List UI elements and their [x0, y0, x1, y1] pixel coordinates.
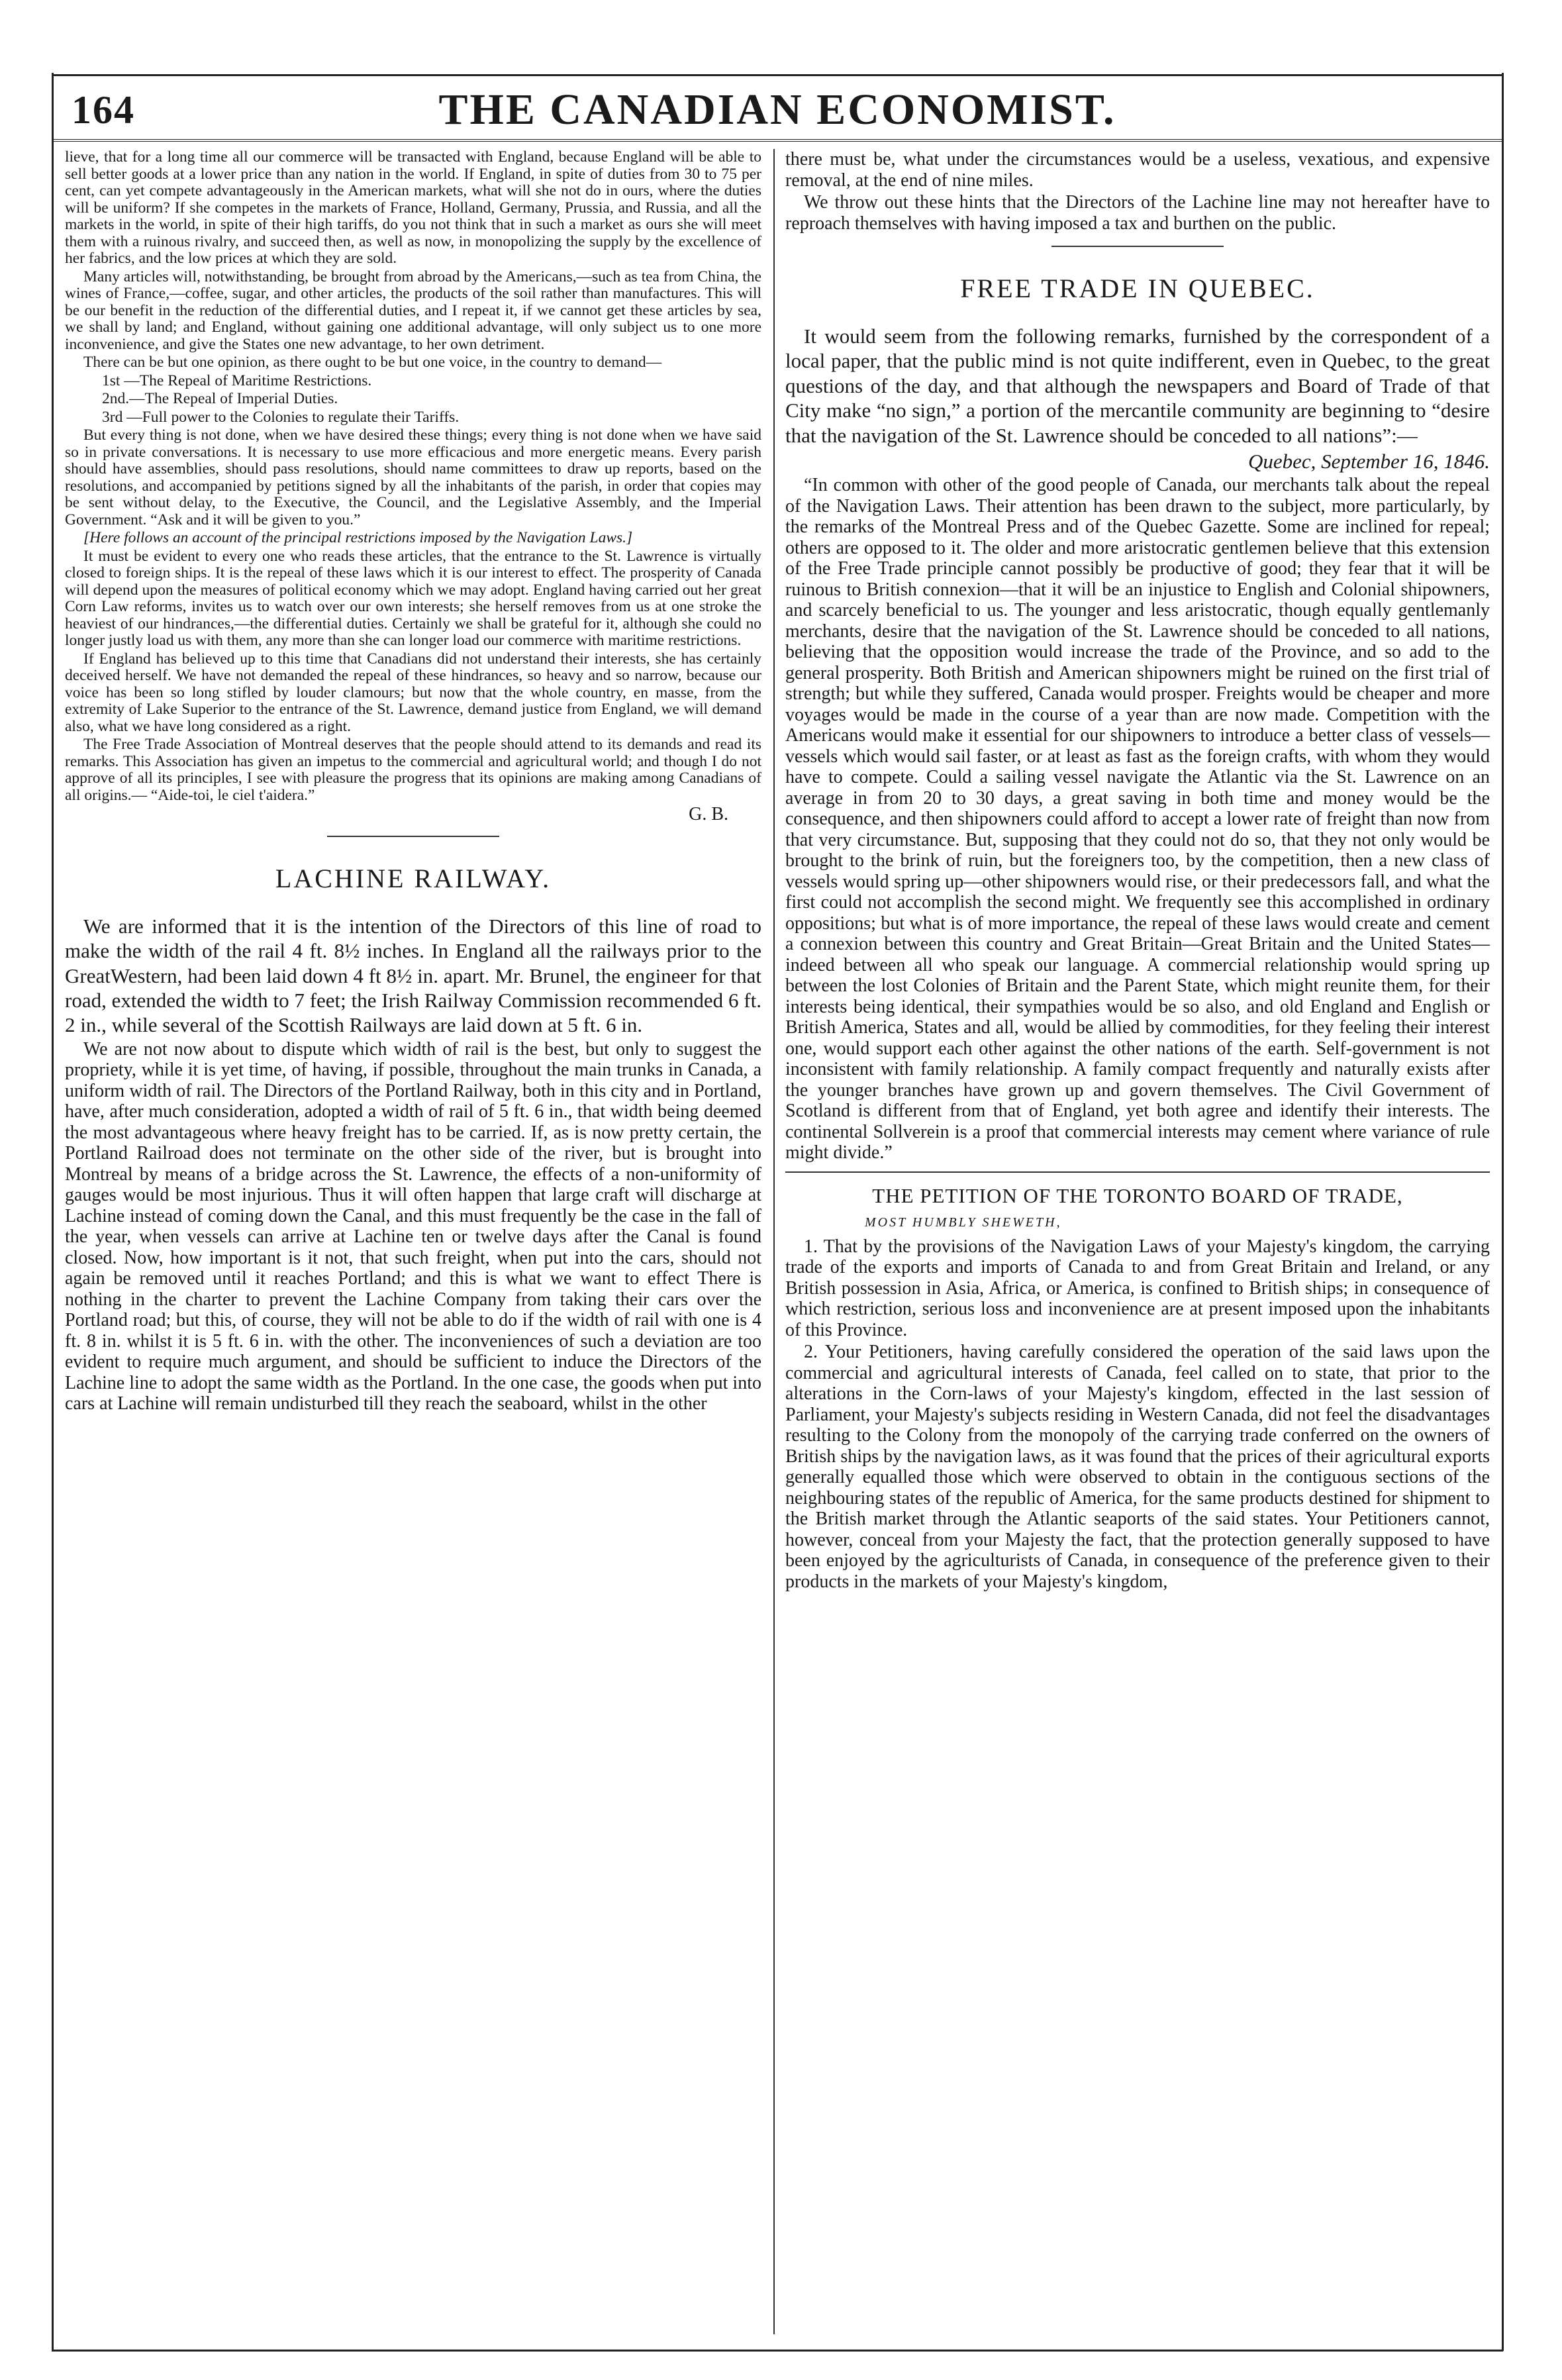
lachine-railway-heading: LACHINE RAILWAY.	[275, 863, 552, 893]
paragraph: It would seem from the following remarks, furnished by the correspondent of a local paper, that the public mind is not quite indifferent, even in Quebec, to the great questions of the day, and that although the newspapers and Board of Trade of that City make “no sign,” a portion of the mercantile community are beginning to “desire that the navigation of the St. Lawrence should be conceded to all nations”:—	[785, 324, 1490, 447]
paragraph: We are not now about to dispute which width of rail is the best, but only to suggest the propriety, while it is yet time, of having, if possible, throughout the main trunks in Canada, a uniform width of rail. The Directors of the Portland Railway, both in this city and in Portland, have, after much consideration, adopted a width of rail of 5 ft. 6 in., that width being deemed the most advantageous where heavy freight has to be carried. If, as is now pretty certain, the Portland Railroad does not terminate on the other side of the river, but is brought into Montreal by means of a bridge across the St. Lawrence, the effects of a non-uniformity of gauges would be most injurious. Thus it will often happen that large craft will discharge at Lachine instead of coming down the Canal, and this must frequently be the case in the fall of the year, when vessels can arrive at Lachine ten or twelve days after the Canal is found closed. Now, how important is it not, that such freight, when put into the cars, should not again be removed until it reaches Portland; and this is what we want to effect There is nothing in the charter to prevent the Lachine Company from taking their cars over the Portland road; but this, of course, they will not be able to do if the width of rail with one is 4 ft. 8 in. whilst it is 5 ft. 6 in. with the other. The inconveniences of such a deviation are too evident to require much argument, and should be sufficient to induce the Directors of the Lachine line to adopt the same width as the Portland. In the one case, the goods when put into cars at Lachine will remain undisturbed till they reach the seaboard, whilst in the other	[65, 1038, 761, 1414]
publication-title: THE CANADIAN ECONOMIST.	[438, 85, 1116, 134]
paragraph: We are informed that it is the intention of the Directors of this line of road to make the width of the rail 4 ft. 8½ inches. In England all the railways prior to the GreatWestern, had been laid down 4 ft 8½ in. apart. Mr. Brunel, the engineer for that road, extended the width to 7 feet; the Irish Railway Commission recommended 6 ft. 2 in., while several of the Scottish Railways are laid down at 5 ft. 6 in.	[65, 914, 761, 1037]
section-rule	[327, 836, 499, 837]
editorial-note: [Here follows an account of the principal restrictions imposed by the Navigation Laws.]	[83, 529, 633, 546]
petition-heading: THE PETITION OF THE TORONTO BOARD OF TRADE,	[872, 1183, 1403, 1207]
demand-item: 1st —The Repeal of Maritime Restrictions.	[102, 372, 372, 389]
demand-item: 2nd.—The Repeal of Imperial Duties.	[102, 390, 338, 407]
free-trade-heading: FREE TRADE IN QUEBEC.	[960, 273, 1315, 303]
left-column	[65, 149, 761, 1416]
right-column	[785, 149, 1490, 1593]
paragraph: 1. That by the provisions of the Navigation Laws of your Majesty's kingdom, the carrying trade of the exports and imports of Canada to and from Great Britain and Ireland, or any British possession in Asia, Africa, or America, is confined to British ships; in consequence of which restriction, serious loss and inconvenience are at present imposed upon the inhabitants of this Province.	[785, 1236, 1490, 1340]
paragraph: There can be but one opinion, as there ought to be but one voice, in the country to demand—	[83, 354, 662, 371]
page-number: 164	[72, 88, 135, 132]
paragraph: The Free Trade Association of Montreal deserves that the people should attend to its demands and read its remarks. This Association has given an impetus to the commercial and agricultural world; and though I do not approve of all its principles, I see with pleasure the progress that its opinions are making among Canadians of all origins.— “Aide-toi, le ciel t'aidera.”	[65, 736, 761, 804]
paragraph: But every thing is not done, when we have desired these things; every thing is not done when we have said so in private conversations. It is necessary to use more efficacious and more energetic means. Every parish should have assemblies, should pass resolutions, should name committees to draw up reports, based on the resolutions, and accompanied by petitions signed by all the inhabitants of the parish, in order that copies may be sent without delay, to the Executive, the Council, and the Legislative Assembly, and the Imperial Government. “Ask and it will be given to you.”	[65, 426, 761, 528]
petition-subheading: MOST HUMBLY SHEWETH,	[865, 1215, 1062, 1230]
page-header	[52, 79, 1503, 146]
quoted-letter: “In common with other of the good people of Canada, our merchants talk about the repeal of the Navigation Laws. Their attention has been drawn to the subject, more particularly, by the remarks of the Montreal Press and of the Quebec Gazette. Some are inclined for repeal; others are opposed to it. The older and more aristocratic gentlemen believe that this extension of the Free Trade principle cannot possibly be productive of good; they fear that it will be ruinous to British connexion—that it will be an injustice to English and Colonial shipowners, and scarcely beneficial to us. The younger and less aristocratic, though equally gentlemanly merchants, desire that the navigation of the St. Lawrence should be conceded to all nations, believing that the opposition would increase the trade of the Province, and so add to the general prosperity. Both British and American shipowners might be ruined on the first trial of strength; but while they suffered, Canada would prosper. Freights would be cheaper and more voyages would be made in the course of a year than are now made. Competition with the Americans would make it essential for our shipowners to introduce a better class of vessels—vessels which would sail faster, or at least as fast as the foreign crafts, with whom they would have to compete. Could a sailing vessel navigate the Atlantic via the St. Lawrence on an average in from 20 to 30 days, a great saving in both time and money would be the consequence, and then shipowners could afford to accept a lower rate of freight than now from that very circumstance. But, supposing that they could not do so, that they not only would be brought to the brink of ruin, but the foreigners too, by the competition, then a new class of vessels would spring up—other shipowners would rise, or their predecessors fall, and what the first could not accomplish the second might. We frequently see this accomplished in ordinary oppositions; but what is of more importance, the repeal of these laws would create and cement a connexion between this country and Great Britain—Great Britain and the United States—indeed between all who speak our language. A commercial relationship would spring up between the lost Colonies of Britain and the Parent State, which might reunite them, for their interests being identical, their sympathies would be so also, and old England and English or British America, States and all, would be allied by commodities, for they feeling their interest one, would support each other against the other nations of the earth. Self-government is not inconsistent with family relationship. A family compact frequently and naturally exists after the younger branches have grown up and govern themselves. The Civil Government of Scotland is different from that of England, yet both agree and identify their interests. The continental Sollverein is a proof that commercial interests may cement where variance of rule might divide.”	[785, 475, 1490, 1164]
section-rule	[1051, 246, 1224, 247]
paragraph: We throw out these hints that the Directors of the Lachine line may not hereafter have to reproach themselves with having imposed a tax and burthen on the public.	[785, 192, 1490, 234]
free-trade-article	[785, 324, 1490, 1164]
paragraph: Many articles will, notwithstanding, be brought from abroad by the Americans,—such as tea from China, the wines of France,—coffee, sugar, and other articles, the products of the soil rather than manufactures. This will be our benefit in the reduction of the differential duties, and I repeat it, if we cannot get these articles by sea, we shall by land; and England, without gaining one additional advantage, will only subject us to one more inconvenience, and give the States one new advantage, to her own detriment.	[65, 268, 761, 353]
section-rule	[785, 1171, 1490, 1173]
page-frame-left	[52, 73, 54, 2351]
column-divider	[773, 149, 775, 2334]
header-rule-top	[52, 74, 1503, 76]
petition-article	[785, 1236, 1490, 1593]
demand-item: 3rd —Full power to the Colonies to regulate their Tariffs.	[102, 408, 460, 426]
paragraph: there must be, what under the circumstances would be a useless, vexatious, and expensive removal, at the end of nine miles.	[785, 149, 1490, 191]
letter-continuation	[65, 149, 761, 804]
page-frame-right	[1502, 73, 1504, 2351]
header-rule	[52, 139, 1503, 142]
paragraph: It must be evident to every one who reads these articles, that the entrance to the St. Lawrence is virtually closed to foreign ships. It is the repeal of these laws which it is our interest to effect. The prosperity of Canada will depend upon the measures of political economy which we may adopt. England having carried out her great Corn Law reforms, invites us to watch over our own interests; she herself removes from us at one stroke the heaviest of our hindrances,—the differential duties. Certainly we shall be grateful for it, although she could no longer justly load us with them, any more than she can longer load our commerce with maritime restrictions.	[65, 547, 761, 649]
dateline: Quebec, September 16, 1846.	[1247, 450, 1490, 473]
lachine-railway-article	[65, 914, 761, 1414]
signature: G. B.	[689, 804, 728, 824]
paragraph: 2. Your Petitioners, having carefully considered the operation of the said laws upon the commercial and agricultural interests of Canada, feel called on to state, that prior to the alterations in the Corn-laws of your Majesty's kingdom, effected in the last session of Parliament, your Majesty's subjects residing in Western Canada, did not feel the disadvantages resulting to the Colony from the monopoly of the carrying trade conferred on the owners of British ships by the navigation laws, as it was found that the prices of their agricultural exports generally equalled those which were observed to obtain in the contiguous sections of the neighbouring states of the republic of America, for the same products destined for shipment to the British market through the Atlantic seaports of the said states. Your Petitioners cannot, however, conceal from your Majesty the fact, that the protection generally supposed to have been enjoyed by the agriculturists of Canada, in consequence of the preference given to their products in the markets of your Majesty's kingdom,	[785, 1342, 1490, 1592]
paragraph: lieve, that for a long time all our commerce will be transacted with England, because England will be able to sell better goods at a lower price than any nation in the world. If England, in spite of duties from 30 to 75 per cent, can yet compete advantageously in the American markets, what will she not do in ours, where the duties will be uniform? If she competes in the markets of France, Holland, Germany, Prussia, and Russia, and all the markets in the world, in spite of their high tariffs, do you not think that in such a market as ours she will meet them with a ruinous rivalry, and succeed then, as well as now, in monopolizing the supply by the excellence of her fabrics, and the low prices at which they are sold.	[65, 148, 761, 267]
page-frame-bottom	[52, 2350, 1503, 2352]
lachine-railway-continuation	[785, 149, 1490, 234]
paragraph: If England has believed up to this time that Canadians did not understand their interests, she has certainly deceived herself. We have not demanded the repeal of these hindrances, so heavy and so narrow, because our voice has been so long stifled by louder clamours; but now that the whole country, en masse, from the extremity of Lake Superior to the entrance of the St. Lawrence, demand justice from England, we will demand also, what we have long considered as a right.	[65, 650, 761, 735]
